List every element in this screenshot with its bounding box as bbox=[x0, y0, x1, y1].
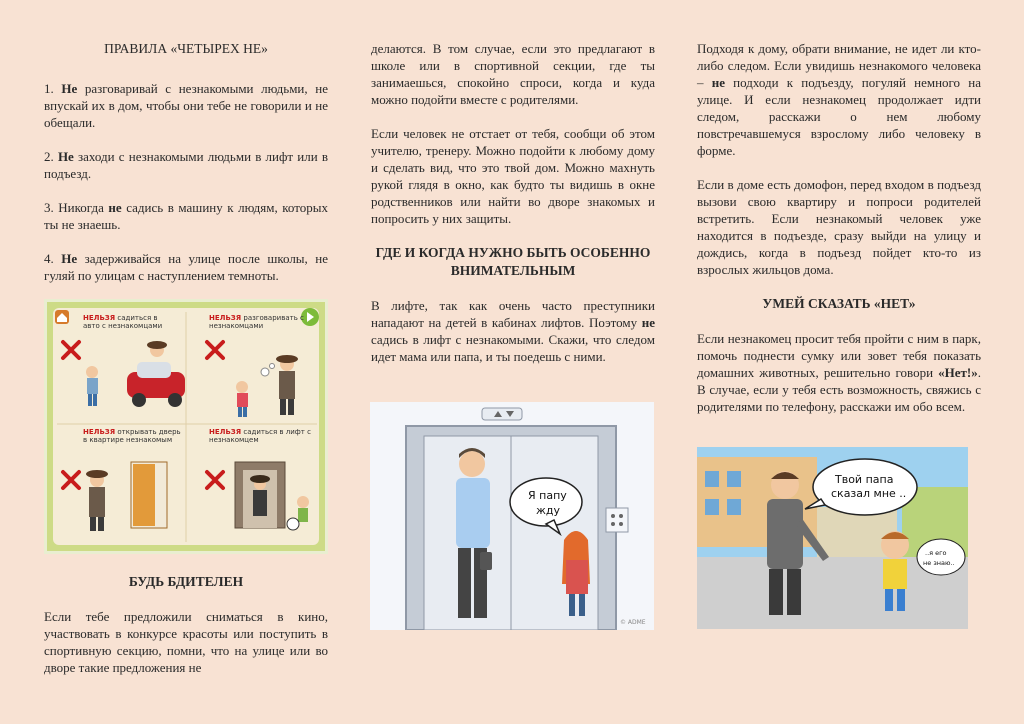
poster-caption-3: НЕЛЬЗЯ открывать дверь в квартире незнакомым bbox=[83, 428, 181, 444]
stranger-illustration bbox=[697, 447, 968, 629]
rule-3: 3. Никогда не садись в машину к людям, которых ты не знаешь. bbox=[44, 200, 328, 232]
column-1-bottom bbox=[44, 573, 328, 676]
bubble-text-line-1: Я папу bbox=[528, 489, 567, 502]
safety-poster-image bbox=[44, 299, 328, 554]
image-watermark: © ADME bbox=[620, 619, 646, 626]
poster-illustration bbox=[47, 302, 325, 551]
col2-paragraph-2: Если человек не отстает от тебя, сообщи об этом учителю, тренеру. Можно подойти к любому дому и сделать вид, что это твой дом. Можно махнуть рукой глядя в окно, как будто ты видишь в окне родственников или найти во дворе знакомых и попросить у них защиты. bbox=[371, 126, 655, 226]
column-2 bbox=[371, 40, 655, 365]
section-title-where-when: ГДЕ И КОГДА НУЖНО БЫТЬ ОСОБЕННО ВНИМАТЕЛЬНЫМ bbox=[375, 245, 651, 278]
col2-paragraph-3: В лифте, так как очень часто преступники нападают на детей в кабинах лифтов. Поэтому не садись в лифт с незнакомыми. Скажи, что следом идет мама или папа, и ты поедешь с ними. bbox=[371, 298, 655, 364]
col3-paragraph-2: Если в доме есть домофон, перед входом в подъезд вызови свою квартиру и попроси родителей встретить. Если незнакомый человек уже находится в подъезде, сразу выйди на улицу и дождись, когда в подъезд пойдет кто-то из взрослых жильцов дома. bbox=[697, 177, 981, 277]
boy-bubble-line-1: ..я его bbox=[925, 549, 947, 557]
rule-4: 4. Не задерживайся на улице после школы, не гуляй по улицам с наступлением темноты. bbox=[44, 251, 328, 283]
poster-caption-2: НЕЛЬЗЯ разговаривать с незнакомцами bbox=[209, 314, 304, 330]
boy-bubble-line-2: не знаю.. bbox=[923, 559, 955, 567]
stranger-bubble-line-2: сказал мне .. bbox=[831, 487, 907, 500]
section-title-four-no: ПРАВИЛА «ЧЕТЫРЕХ НЕ» bbox=[104, 41, 268, 56]
poster-caption-1: НЕЛЬЗЯ садиться в авто с незнакомцами bbox=[83, 314, 163, 330]
column-3 bbox=[697, 40, 981, 415]
bubble-text-line-2: жду bbox=[536, 504, 561, 517]
column-1 bbox=[44, 40, 328, 284]
poster-caption-4: НЕЛЬЗЯ садиться в лифт с незнакомцем bbox=[209, 428, 311, 444]
col3-paragraph-1: Подходя к дому, обрати внимание, не идет ли кто-либо следом. Если увидишь незнакомого человека – не подходи к подъезду, погуляй немного на улице. И если незнакомец продолжает идти следом, расскажи о нем любому повстречавшемуся взрослому либо человеку в форме. bbox=[697, 41, 981, 158]
vigilant-paragraph: Если тебе предложили сниматься в кино, участвовать в конкурсе красоты или поступить в спортивную секцию, помни, что на улице или во дворе такие предложения не bbox=[44, 609, 328, 675]
elevator-illustration bbox=[370, 402, 654, 630]
section-title-say-no: УМЕЙ СКАЗАТЬ «НЕТ» bbox=[762, 296, 916, 311]
col2-paragraph-1: делаются. В том случае, если это предлагают в школе или в спортивной секции, где ты занимаешься, спокойно спроси, когда и куда можно подойти вместе с родителями. bbox=[371, 41, 655, 107]
rule-2: 2. Не заходи с незнакомыми людьми в лифт или в подъезд. bbox=[44, 149, 328, 181]
stranger-bubble-line-1: Твой папа bbox=[835, 473, 894, 486]
col3-paragraph-3: Если незнакомец просит тебя пройти с ним в парк, помочь поднести сумку или зовет тебя показать домашних животных, решительно говори «Нет!». В случае, если у тебя есть возможность, свяжись с родителями по телефону, расскажи им обо всем. bbox=[697, 331, 981, 414]
rule-1: 1. Не разговаривай с незнакомыми людьми, не впускай их в дом, чтобы они тебе не говорили и не обещали. bbox=[44, 81, 328, 130]
section-title-be-vigilant: БУДЬ БДИТЕЛЕН bbox=[128, 574, 244, 589]
